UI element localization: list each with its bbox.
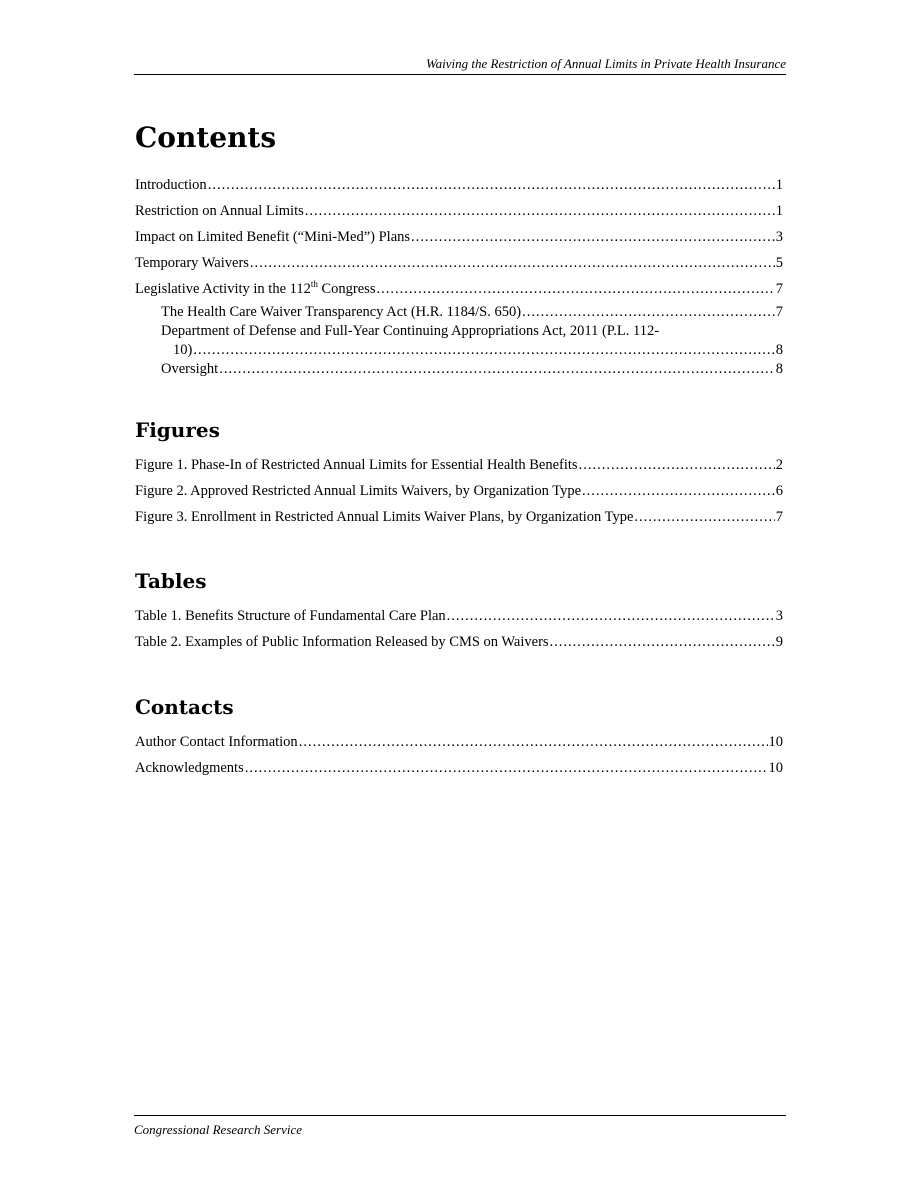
dot-leader (522, 303, 775, 321)
dot-leader (634, 508, 774, 526)
toc-entry-acknowledgments[interactable] (135, 759, 783, 777)
toc-entry-title: Oversight (161, 361, 219, 377)
page-footer (134, 1115, 786, 1138)
toc-entry-page: 10 (768, 760, 783, 776)
toc-entry-title: Figure 3. Enrollment in Restricted Annual Limits Waiver Plans, by Organization Type (135, 509, 634, 525)
toc-entry-page: 9 (775, 634, 783, 650)
toc-entry-figure-3[interactable] (135, 508, 783, 526)
running-title: Waiving the Restriction of Annual Limits in Private Health Insurance (426, 56, 786, 71)
running-header (134, 56, 786, 75)
toc-entry-title: Acknowledgments (135, 760, 244, 776)
toc-entry-waiver-transparency-act[interactable] (161, 303, 783, 321)
toc-entry-restriction[interactable] (135, 202, 783, 220)
dot-leader (299, 733, 768, 751)
toc-entry-page: 1 (775, 177, 783, 193)
toc-entry-page: 5 (775, 255, 783, 271)
toc-entry-page: 7 (775, 281, 783, 297)
contents-heading: Contents (135, 121, 277, 154)
toc-entry-title: Restriction on Annual Limits (135, 203, 304, 219)
toc-entry-title: Impact on Limited Benefit (“Mini-Med”) Plans (135, 229, 411, 245)
dot-leader (193, 341, 774, 359)
footer-publisher: Congressional Research Service (134, 1122, 302, 1137)
toc-entry-title: Temporary Waivers (135, 255, 249, 271)
toc-entry-title: Figure 2. Approved Restricted Annual Limits Waivers, by Organization Type (135, 483, 582, 499)
dot-leader (245, 759, 768, 777)
toc-entry-figure-2[interactable] (135, 482, 783, 500)
toc-entry-title: Introduction (135, 177, 207, 193)
contacts-heading: Contacts (135, 695, 234, 719)
toc-entry-title: Author Contact Information (135, 734, 298, 750)
dot-leader (376, 280, 774, 298)
dot-leader (411, 228, 775, 246)
toc-entry-table-1[interactable] (135, 607, 783, 625)
tables-heading: Tables (135, 569, 207, 593)
dot-leader (550, 633, 775, 651)
toc-entry-title: Legislative Activity in the 112th Congress (135, 279, 376, 297)
figures-heading: Figures (135, 418, 220, 442)
toc-entry-title: The Health Care Waiver Transparency Act (H.R. 1184/S. 650) (161, 304, 522, 320)
dot-leader (208, 176, 775, 194)
toc-entry-page: 2 (775, 457, 783, 473)
toc-entry-title: Table 1. Benefits Structure of Fundamental Care Plan (135, 608, 446, 624)
toc-entry-legislative-activity[interactable] (135, 280, 783, 298)
toc-entry-dod-appropriations-line1[interactable]: Department of Defense and Full-Year Continuing Appropriations Act, 2011 (P.L. 112- (161, 323, 660, 339)
toc-entry-mini-med[interactable] (135, 228, 783, 246)
dot-leader (579, 456, 775, 474)
toc-entry-page: 3 (775, 608, 783, 624)
toc-entry-page: 3 (775, 229, 783, 245)
toc-entry-page: 1 (775, 203, 783, 219)
toc-entry-figure-1[interactable] (135, 456, 783, 474)
toc-entry-title: Figure 1. Phase-In of Restricted Annual Limits for Essential Health Benefits (135, 457, 578, 473)
toc-entry-introduction[interactable] (135, 176, 783, 194)
dot-leader (219, 360, 775, 378)
toc-entry-page: 8 (775, 361, 783, 377)
dot-leader (250, 254, 775, 272)
toc-entry-dod-appropriations[interactable] (173, 341, 783, 359)
toc-entry-author-contact[interactable] (135, 733, 783, 751)
toc-entry-page: 8 (775, 342, 783, 358)
toc-entry-table-2[interactable] (135, 633, 783, 651)
toc-entry-page: 10 (768, 734, 783, 750)
toc-entry-page: 7 (775, 509, 783, 525)
toc-entry-page: 6 (775, 483, 783, 499)
toc-entry-page: 7 (775, 304, 783, 320)
toc-entry-temporary-waivers[interactable] (135, 254, 783, 272)
toc-entry-title: Table 2. Examples of Public Information Released by CMS on Waivers (135, 634, 549, 650)
dot-leader (447, 607, 775, 625)
toc-entry-oversight[interactable] (161, 360, 783, 378)
dot-leader (305, 202, 775, 220)
dot-leader (582, 482, 775, 500)
toc-entry-title: 10) (173, 342, 193, 358)
